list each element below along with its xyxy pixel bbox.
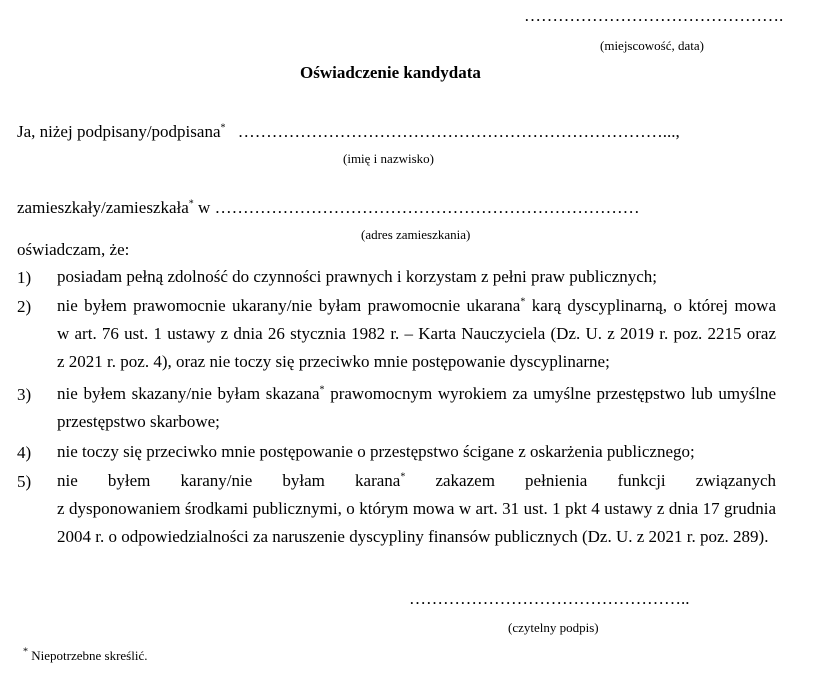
document-title: Oświadczenie kandydata [300, 63, 481, 82]
item-2-line-3: z 2021 r. poz. 4), oraz nie toczy się przeciwko mnie postępowanie dyscyplinarne; [57, 352, 610, 371]
place-date-dots: ………………………………………. [524, 6, 784, 25]
item-4-line-1: nie toczy się przeciwko mnie postępowanie o przestępstwo ścigane z oskarżenia publicznego; [57, 442, 695, 461]
item-3-line-2: przestępstwo skarbowe; [57, 412, 220, 431]
address-line [17, 198, 640, 218]
name-label: (imię i nazwisko) [343, 151, 434, 166]
item-2-line-1b: karą dyscyplinarną, o której mowa [525, 296, 776, 315]
signature-label: (czytelny podpis) [508, 620, 599, 635]
item-5-line-1a: nie byłem karany/nie byłam karana [57, 471, 401, 490]
item-3-line-1 [57, 380, 776, 408]
item-2-line-2: w art. 76 ust. 1 ustawy z dnia 26 stycznia 1982 r. – Karta Nauczyciela (Dz. U. z 2019 r. poz. 2215 oraz [57, 324, 776, 343]
address-suffix: w [193, 198, 215, 217]
name-asterisk: * [220, 122, 226, 134]
address-dots: ………………………………………………………………… [214, 198, 640, 217]
item-1-text [57, 263, 776, 291]
item-5-line-3: 2004 r. o odpowiedzialności za naruszenie dyscypliny finansów publicznych (Dz. U. z 2021 r. poz. 289). [57, 527, 769, 546]
item-4-text [57, 438, 776, 466]
item-1-number: 1) [17, 268, 32, 287]
item-3-line-1b: prawomocnym wyrokiem za umyślne przestępstwo lub umyślne [324, 384, 776, 403]
item-3-text [57, 380, 776, 436]
item-2-line-1 [57, 292, 776, 320]
item-3-asterisk: * [319, 384, 325, 396]
name-dots: …………………………………………………………………..., [237, 122, 680, 141]
item-2-line-1a: nie byłem prawomocnie ukarany/nie byłam prawomocnie ukarana [57, 296, 521, 315]
place-date-label: (miejscowość, data) [600, 38, 704, 53]
name-line [17, 122, 680, 142]
declare-text: oświadczam, że: [17, 240, 130, 259]
address-label: (adres zamieszkania) [361, 227, 471, 242]
item-5-asterisk: * [400, 471, 406, 483]
item-3-number: 3) [17, 385, 32, 404]
item-2-asterisk: * [520, 296, 526, 308]
item-2-text [57, 292, 776, 376]
item-1-line-1: posiadam pełną zdolność do czynności prawnych i korzystam z pełni praw publicznych; [57, 267, 658, 286]
item-5-text [57, 467, 776, 551]
name-prefix: Ja, niżej podpisany/podpisana [17, 122, 221, 141]
footnote-mark: * [23, 646, 28, 658]
item-2-number: 2) [17, 297, 32, 316]
item-5-line-1 [57, 467, 776, 495]
footnote-text: Niepotrzebne skreślić. [28, 648, 148, 663]
signature-dots: ………………………………………….. [409, 589, 690, 608]
item-5-number: 5) [17, 472, 32, 491]
address-asterisk: * [188, 198, 194, 210]
item-4-number: 4) [17, 443, 32, 462]
item-3-line-1a: nie byłem skazany/nie byłam skazana [57, 384, 320, 403]
item-5-line-2: z dysponowaniem środkami publicznymi, o którym mowa w art. 31 ust. 1 pkt 4 ustawy z dnia 17 grudnia [57, 499, 776, 518]
address-prefix: zamieszkały/zamieszkała [17, 198, 189, 217]
footnote [23, 648, 147, 664]
item-5-line-1b: zakazem pełnienia funkcji związanych [405, 471, 776, 490]
